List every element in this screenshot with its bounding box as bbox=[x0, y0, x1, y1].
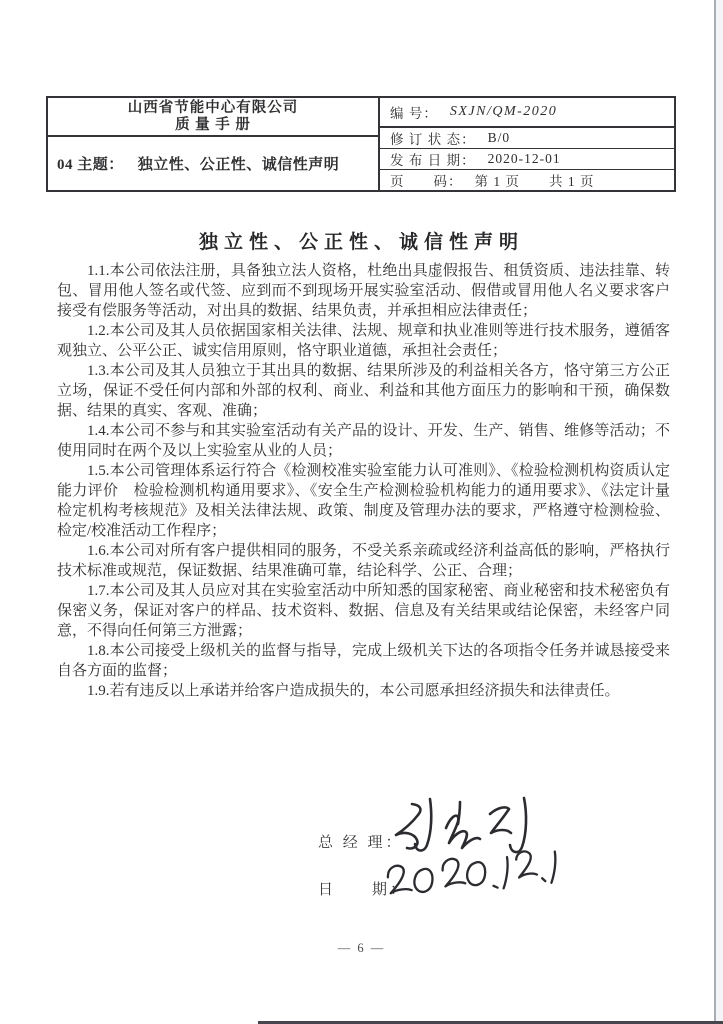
page-code-label: 页 码： bbox=[390, 174, 463, 189]
doc-number-label: 编 号： bbox=[390, 106, 438, 121]
document-title: 独立性、公正性、诚信性声明 bbox=[198, 232, 524, 253]
issue-date-value: 2020-12-01 bbox=[487, 151, 561, 166]
paragraph-1-8: 1.8.本公司接受上级机关的监督与指导，完成上级机关下达的各项指令任务并诚恳接受来自各方面的监督； bbox=[57, 643, 670, 679]
revision-row bbox=[380, 128, 674, 149]
header-table-left-column bbox=[48, 98, 380, 190]
paragraph-1-2: 1.2.本公司及其人员依据国家相关法律、法规、规章和执业准则等进行技术服务，遵循客观独立、公平公正、诚实信用原则，恪守职业道德，承担社会责任； bbox=[57, 323, 670, 359]
handwritten-date bbox=[377, 846, 565, 908]
header-table bbox=[46, 96, 676, 192]
header-table-right-column bbox=[380, 98, 674, 190]
general-manager-label: 总 经 理： bbox=[318, 835, 404, 851]
company-name: 山西省节能中心有限公司 bbox=[127, 99, 299, 116]
page-number: — 6 — bbox=[337, 941, 386, 955]
doc-number-row bbox=[380, 98, 674, 128]
subject-label: 04 主题： bbox=[57, 157, 124, 173]
company-block bbox=[48, 98, 378, 137]
revision-value: B/0 bbox=[487, 130, 511, 145]
subject-value: 独立性、公正性、诚信性声明 bbox=[137, 157, 340, 173]
issue-date-row bbox=[380, 149, 674, 170]
paragraph-1-1: 1.1.本公司依法注册，具备独立法人资格，杜绝出具虚假报告、租赁资质、违法挂靠、转包、冒用他人签名或代签、应到而不到现场开展实验室活动、假借或冒用他人名义要求客户接受有偿服务等活动，对出具的数据、结果负责，并承担相应法律责任； bbox=[57, 263, 670, 319]
paragraph-1-5: 1.5.本公司管理体系运行符合《检测校准实验室能力认可准则》、《检验检测机构资质认定能力评价 检验检测机构通用要求》、《安全生产检测检验机构能力的通用要求》、《法定计量检定机构考核规范》及相关法律法规、政策、制度及管理办法的要求，严格遵守检测检验、检定/校准活动工作程序； bbox=[57, 463, 670, 539]
paragraph-1-4: 1.4.本公司不参与和其实验室活动有关产品的设计、开发、生产、销售、维修等活动；不使用同时在两个及以上实验室从业的人员； bbox=[57, 423, 670, 459]
subject-cell bbox=[48, 137, 378, 190]
scan-paper-edge bbox=[716, 0, 723, 1024]
manual-title: 质 量 手 册 bbox=[175, 116, 251, 133]
paragraph-1-6: 1.6.本公司对所有客户提供相同的服务，不受关系亲疏或经济利益高低的影响，严格执行技术标准或规范，保证数据、结果准确可靠，结论科学、公正、合理； bbox=[57, 543, 670, 579]
date-label: 日 期： bbox=[318, 882, 409, 898]
page-code-row bbox=[380, 170, 674, 190]
paragraph-1-7: 1.7.本公司及其人员应对其在实验室活动中所知悉的国家秘密、商业秘密和技术秘密负有保密义务，保证对客户的样品、技术资料、数据、信息及有关结果或结论保密，未经客户同意，不得向任何第三方泄露； bbox=[57, 583, 670, 639]
paragraph-1-9: 1.9.若有违反以上承诺并给客户造成损失的，本公司愿承担经济损失和法律责任。 bbox=[87, 683, 620, 699]
scan-right-edge-line bbox=[714, 0, 716, 1024]
paragraph-1-3: 1.3.本公司及其人员独立于其出具的数据、结果所涉及的利益相关各方，恪守第三方公正立场，保证不受任何内部和外部的权利、商业、利益和其他方面压力的影响和干预，确保数据、结果的真实、客观、准确； bbox=[57, 363, 670, 419]
page-code-value: 第 1 页 共 1 页 bbox=[474, 174, 595, 189]
doc-number-value: SXJN/QM-2020 bbox=[449, 104, 558, 119]
revision-label: 修 订 状 态： bbox=[390, 132, 476, 147]
document-body bbox=[57, 261, 670, 701]
issue-date-label: 发 布 日 期： bbox=[390, 153, 476, 168]
